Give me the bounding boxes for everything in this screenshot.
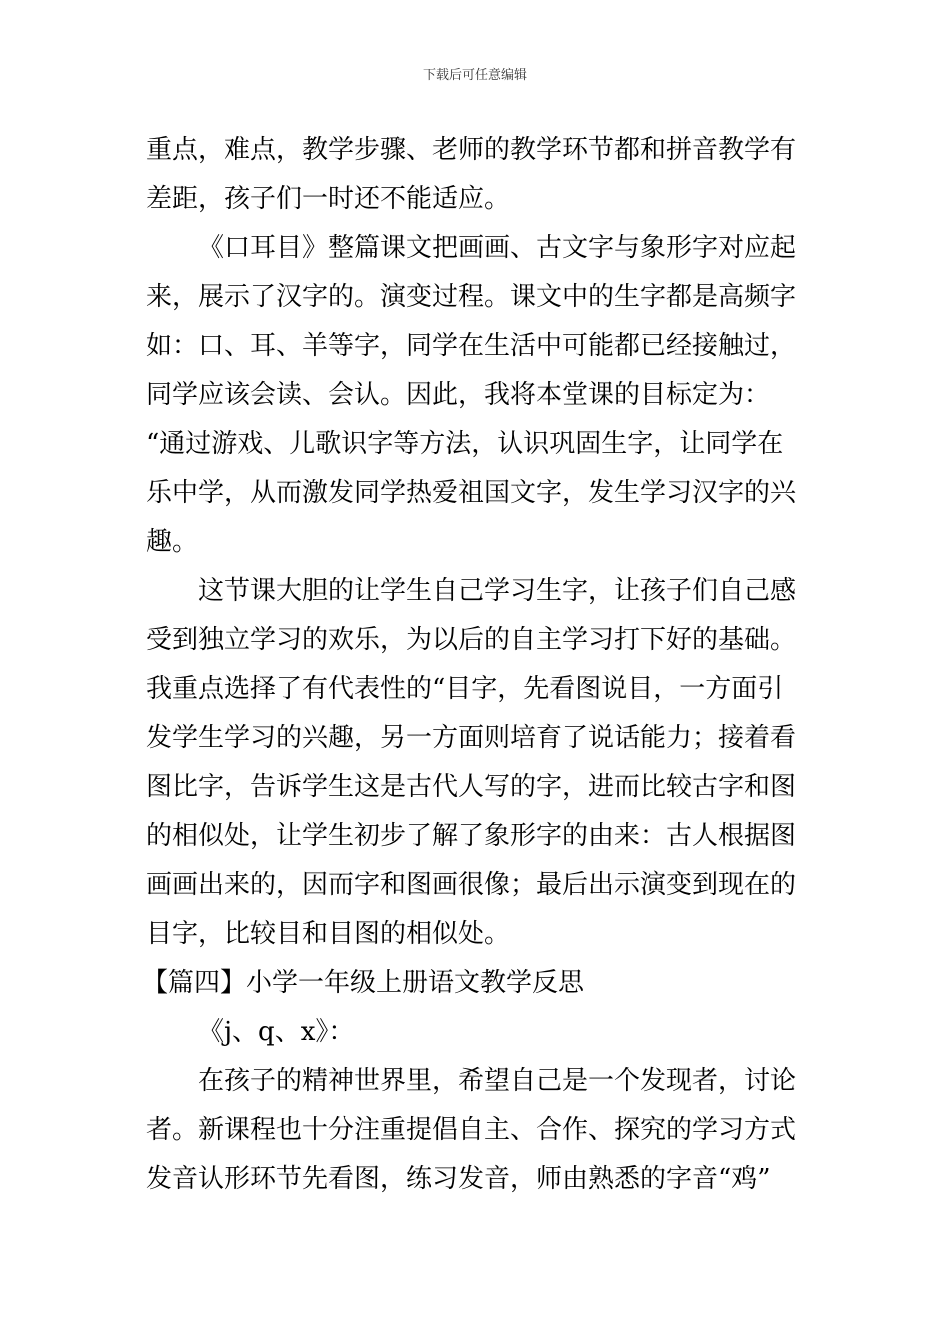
text-line: 发学生学习的兴趣，另一方面则培育了说话能力；接着看 — [146, 723, 797, 753]
text-line: 趣。 — [146, 527, 199, 557]
paragraph-start-line: 《口耳目》整篇课文把画画、古文字与象形字对应起 — [198, 233, 797, 263]
text-line: 图比字，告诉学生这是古代人写的字，进而比较古字和图 — [146, 772, 797, 802]
text-line: 受到独立学习的欢乐，为以后的自主学习打下好的基础。 — [146, 625, 797, 655]
paragraph-start-line: 这节课大胆的让学生自己学习生字，让孩子们自己感 — [198, 576, 797, 606]
text-line: 目字，比较目和目图的相似处。 — [146, 919, 511, 949]
paragraph-start-line: 在孩子的精神世界里，希望自己是一个发现者，讨论 — [198, 1066, 797, 1096]
document-body — [142, 126, 808, 1204]
page-header-note: 下载后可任意编辑 — [422, 68, 527, 83]
text-line: 画画出来的，因而字和图画很像；最后出示演变到现在的 — [146, 870, 797, 900]
text-line: 乐中学，从而激发同学热爱祖国文字，发生学习汉字的兴 — [146, 478, 797, 508]
text-line: 者。新课程也十分注重提倡自主、合作、探究的学习方式 — [146, 1115, 797, 1145]
text-line: 如：口、耳、羊等字，同学在生活中可能都已经接触过， — [146, 331, 797, 361]
text-line: 来，展示了汉字的。演变过程。课文中的生字都是高频字 — [146, 282, 797, 312]
text-line: 重点，难点，教学步骤、老师的教学环节都和拼音教学有 — [146, 135, 797, 165]
section-heading: 【篇四】小学一年级上册语文教学反思 — [142, 968, 585, 998]
text-line: 我重点选择了有代表性的“目字，先看图说目，一方面引 — [146, 674, 784, 704]
text-line: 同学应该会读、会认。因此，我将本堂课的目标定为： — [146, 380, 771, 410]
text-line: 发音认形环节先看图，练习发音，师由熟悉的字音“鸡” — [146, 1164, 771, 1194]
text-line: 差距，孩子们一时还不能适应。 — [146, 184, 511, 214]
text-line: 的相似处，让学生初步了解了象形字的由来：古人根据图 — [146, 821, 797, 851]
lesson-title-line: 《j、q、x》： — [198, 1017, 355, 1047]
text-line: “通过游戏、儿歌识字等方法，认识巩固生字，让同学在 — [146, 429, 784, 459]
